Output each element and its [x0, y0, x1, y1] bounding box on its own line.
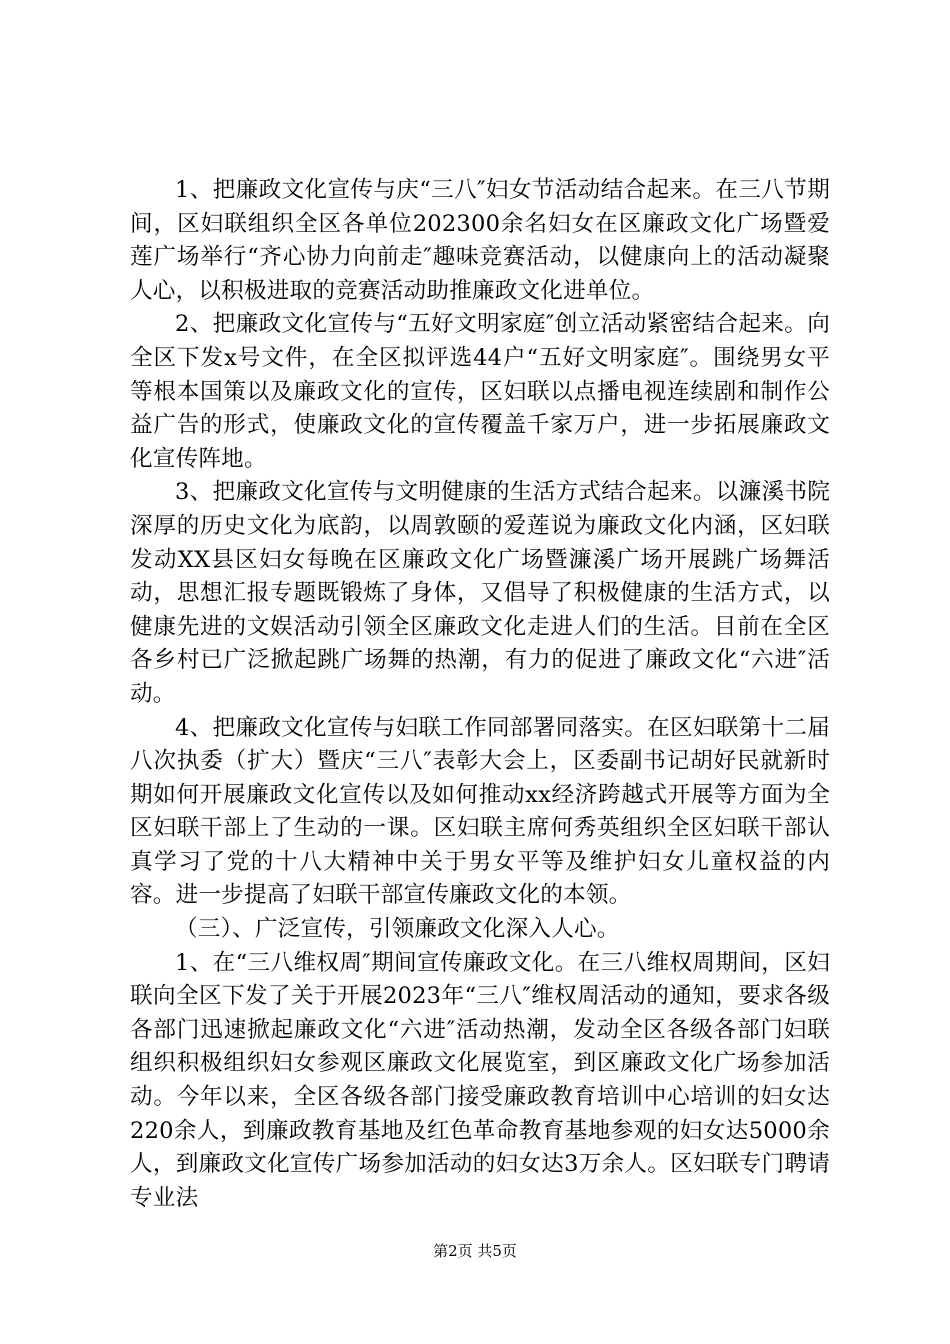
paragraph-4: 4、把廉政文化宣传与妇联工作同部署同落实。在区妇联第十二届八次执委（扩大）暨庆“三八″表彰大会上，区委副书记胡好民就新时期如何开展廉政文化宣传以及如何推动xx经济跨越式开展等方面为全区妇联干部上了生动的一课。区妇联主席何秀英组织全区妇联干部认真学习了党的十八大精神中关于男女平等及维护妇女儿童权益的内容。进一步提高了妇联干部宣传廉政文化的本领。: [130, 714, 830, 909]
paragraph-1: 1、把廉政文化宣传与庆“三八″妇女节活动结合起来。在三八节期间，区妇联组织全区各单位202300余名妇女在区廉政文化广场暨爱莲广场举行“齐心协力向前走″趣味竞赛活动，以健康向上的活动凝聚人心，以积极进取的竞赛活动助推廉政文化进单位。: [130, 177, 830, 304]
section-heading: （三）、广泛宣传，引领廉政文化深入人心。: [175, 916, 620, 943]
page-footer: 第2页 共5页: [433, 1242, 517, 1260]
section-paragraph-1: 1、在“三八维权周″期间宣传廉政文化。在三八维权周期间，区妇联向全区下发了关于开展2023年“三八″维权周活动的通知，要求各级各部门迅速掀起廉政文化“六进″活动热潮，发动全区各级各部门妇联组织积极组织妇女参观区廉政文化展览室，到区廉政文化广场参加活动。今年以来，全区各级各部门接受廉政教育培训中心培训的妇女达220余人，到廉政教育基地及红色革命教育基地参观的妇女达5000余人，到廉政文化宣传广场参加活动的妇女达3万余人。区妇联专门聘请专业法: [130, 949, 830, 1211]
paragraph-2: 2、把廉政文化宣传与“五好文明家庭″创立活动紧密结合起来。向全区下发x号文件，在全区拟评选44户“五好文明家庭″。围绕男女平等根本国策以及廉政文化的宣传，区妇联以点播电视连续剧和制作公益广告的形式，使廉政文化的宣传覆盖千家万户，进一步拓展廉政文化宣传阵地。: [130, 311, 830, 472]
paragraph-3: 3、把廉政文化宣传与文明健康的生活方式结合起来。以濂溪书院深厚的历史文化为底韵，以周敦颐的爱莲说为廉政文化内涵，区妇联发动XX县区妇女每晚在区廉政文化广场暨濂溪广场开展跳广场舞活动，思想汇报专题既锻炼了身体，又倡导了积极健康的生活方式，以健康先进的文娱活动引领全区廉政文化走进人们的生活。目前在全区各乡村已广泛掀起跳广场舞的热潮，有力的促进了廉政文化“六进″活动。: [130, 479, 830, 707]
document-body: [130, 174, 830, 1215]
